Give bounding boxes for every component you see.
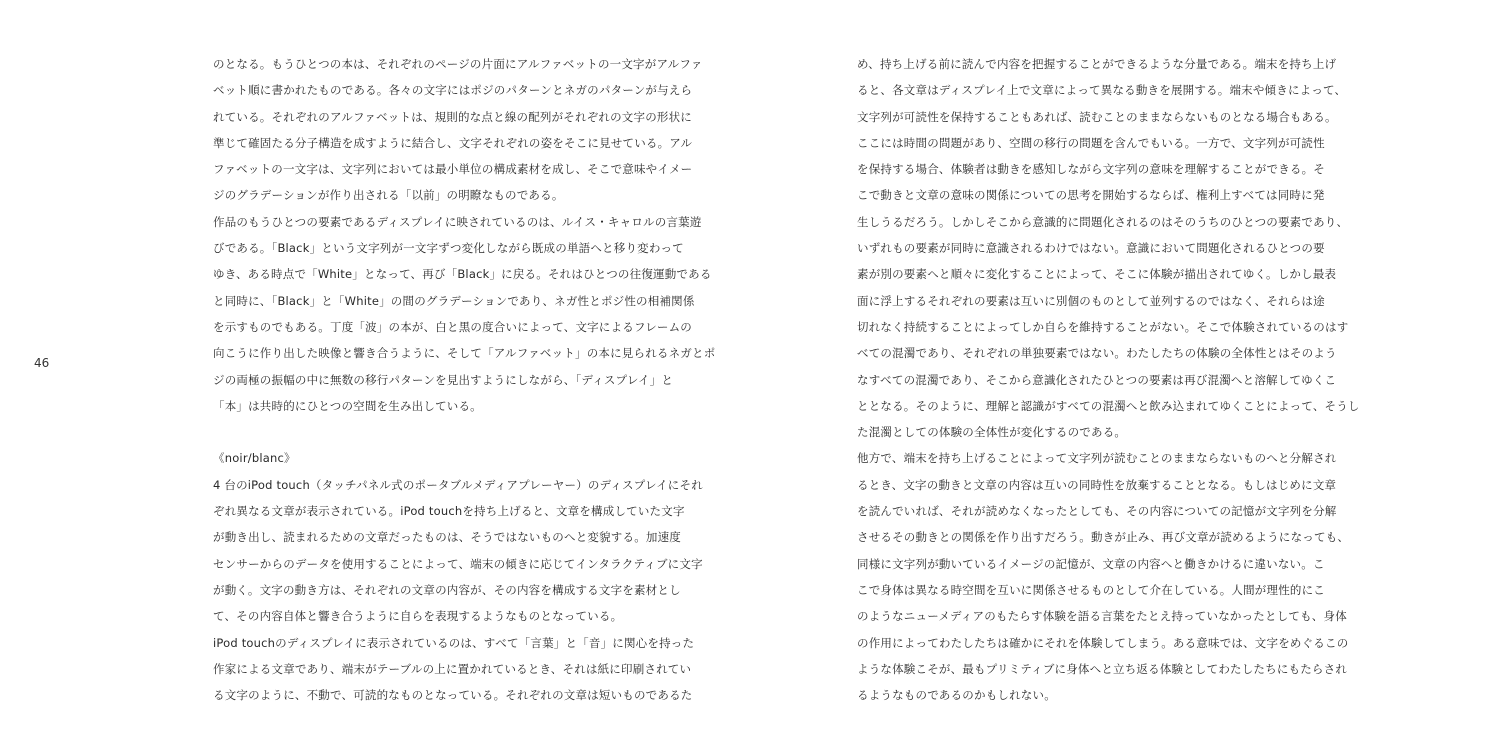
left-page-line: ジの両極の振幅の中に無数の移行パターンを見出すようにしながら、「ディスプレイ」と: [213, 372, 674, 387]
right-page-line: を読んでいれば、それが読めなくなったとしても、その内容についての記憶が文字列を分解: [857, 504, 1337, 519]
right-page-line: 生しうるだろう。しかしそこから意識的に問題化されるのはそのうちのひとつの要素であり、: [857, 214, 1349, 229]
right-page-line: の作用によってわたしたちは確かにそれを体験してしまう。ある意味では、文字をめぐるこの: [857, 635, 1349, 650]
left-page-line: れている。それぞれのアルファベットは、規則的な点と線の配列がそれぞれの文字の形状に: [213, 109, 693, 124]
left-page-line: 作家による文章であり、端末がテーブルの上に置かれているとき、それは紙に印刷されてい: [213, 661, 692, 676]
right-page-line: 文字列が可読性を保持することもあれば、読むことのままならないものとなる場合もある。: [857, 109, 1337, 124]
right-page-line: いずれもの要素が同時に意識されるわけではない。意識において問題化されるひとつの要: [857, 241, 1325, 256]
right-page-line: こで身体は異なる時空間を互いに関係させるものとして介在している。人間が理性的にこ: [857, 582, 1325, 597]
right-page-line: るとき、文字の動きと文章の内容は互いの同時性を放棄することとなる。もしはじめに文章: [857, 477, 1337, 492]
left-page-line: が動く。文字の動き方は、それぞれの文章の内容が、その内容を構成する文字を素材とし: [213, 582, 681, 597]
left-page-line: 「本」は共時的にひとつの空間を生み出している。: [213, 398, 482, 413]
left-page-line: 4 台のiPod touch（タッチパネル式のポータブルメディアプレーヤー）のディスプレイにそれ: [213, 477, 703, 492]
right-page-line: るようなものであるのかもしれない。: [857, 688, 1056, 703]
left-page-line: センサーからのデータを使用することによって、端末の傾きに応じてインタラクティブに文字: [213, 556, 703, 571]
right-page-line: ととなる。そのように、理解と認識がすべての混濁へと飲み込まれてゆくことによって、そうし: [857, 398, 1360, 413]
left-page-text: [213, 51, 716, 708]
right-page-line: ここには時間の問題があり、空間の移行の問題を含んでもいる。一方で、文字列が可読性: [857, 135, 1325, 150]
left-page-line: 準じて確固たる分子構造を成すように結合し、文字それぞれの姿をそこに見せている。アル: [213, 135, 693, 150]
left-page-line: と同時に、「Black」と「White」の間のグラデーションであり、ネガ性とポジ性の相補関係: [213, 293, 695, 308]
left-page-line: のとなる。もうひとつの本は、それぞれのページの片面にアルファベットの一文字がアルファ: [213, 57, 703, 71]
right-page-line: こで動きと文章の意味の関係についての思考を開始するならば、権利上すべては同時に発: [857, 188, 1325, 203]
right-page-line: た混濁としての体験の全体性が変化するのである。: [857, 425, 1127, 440]
right-page-line: 素が別の要素へと順々に変化することによって、そこに体験が描出されてゆく。しかし最表: [857, 267, 1337, 282]
right-page-line: ような体験こそが、最もプリミティブに身体へと立ち返る体験としてわたしたちにもたらされ: [857, 661, 1348, 676]
right-page-line: 切れなく持続することによってしか自らを維持することがない。そこで体験されているのはす: [857, 319, 1349, 334]
left-page-line: びである。「Black」という文字列が一文字ずつ変化しながら既成の単語へと移り変わって: [213, 241, 684, 256]
right-page-line: させるその動きとの関係を作り出すだろう。動きが止み、再び文章が読めるようになっても、: [857, 530, 1350, 545]
right-page-line: 面に浮上するそれぞれの要素は互いに別個のものとして並列するのではなく、それらは途: [857, 293, 1325, 308]
left-page-line: て、その内容自体と響き合うように自らを表現するようなものとなっている。: [213, 609, 623, 624]
left-page-line: を示すものでもある。丁度「波」の本が、白と黒の度合いによって、文字によるフレームの: [213, 319, 693, 334]
left-page-line: 作品のもうひとつの要素であるディスプレイに映されているのは、ルイス・キャロルの言葉遊: [213, 214, 702, 229]
right-page-line: 他方で、端末を持ち上げることによって文字列が読むことのままならないものへと分解され: [857, 451, 1337, 466]
left-page-line: が動き出し、読まれるための文章だったものは、そうではないものへと変貌する。加速度: [213, 530, 681, 545]
right-page-line: なすべての混濁であり、そこから意識化されたひとつの要素は再び混濁へと溶解してゆくこ: [857, 372, 1337, 387]
left-page-line: 《noir/blanc》: [213, 451, 296, 466]
right-page-line: のようなニューメディアのもたらす体験を語る言葉をたとえ持っていなかったとしても、身体: [857, 609, 1347, 624]
left-page-line: 向こうに作り出した映像と響き合うように、そして「アルファベット」の本に見られるネガとポ: [213, 346, 716, 361]
page-number: 46: [34, 356, 50, 370]
right-page-line: め、持ち上げる前に読んで内容を把握することができるような分量である。端末を持ち上げ: [857, 57, 1337, 71]
left-page-line: ゆき、ある時点で「White」となって、再び「Black」に戻る。それはひとつの往復運動である: [213, 267, 712, 282]
right-page-text: [857, 51, 1360, 708]
left-page-line: ベット順に書かれたものである。各々の文字にはポジのパターンとネガのパターンが与えら: [213, 83, 693, 98]
right-page-line: 同様に文字列が動いているイメージの記憶が、文章の内容へと働きかけるに違いない。こ: [857, 556, 1325, 571]
left-page-line: ファベットの一文字は、文字列においては最小単位の構成素材を成し、そこで意味やイメー: [213, 162, 693, 177]
right-page-line: を保持する場合、体験者は動きを感知しながら文字列の意味を理解することができる。そ: [857, 162, 1325, 177]
right-page-line: べての混濁であり、それぞれの単独要素ではない。わたしたちの体験の全体性とはそのよう: [857, 346, 1337, 361]
right-page-line: ると、各文章はディスプレイ上で文章によって異なる動きを展開する。端末や傾きによって、: [857, 83, 1347, 98]
left-page-line: [213, 419, 653, 445]
left-page-line: る文字のように、不動で、可読的なものとなっている。それぞれの文章は短いものであるた: [213, 688, 693, 703]
left-page-line: ジのグラデーションが作り出される「以前」の明瞭なものである。: [213, 188, 564, 203]
left-page-line: iPod touchのディスプレイに表示されているのは、すべて「言葉」と「音」に関心を持った: [213, 635, 695, 650]
left-page-line: ぞれ異なる文章が表示されている。iPod touchを持ち上げると、文章を構成していた文字: [213, 504, 685, 519]
